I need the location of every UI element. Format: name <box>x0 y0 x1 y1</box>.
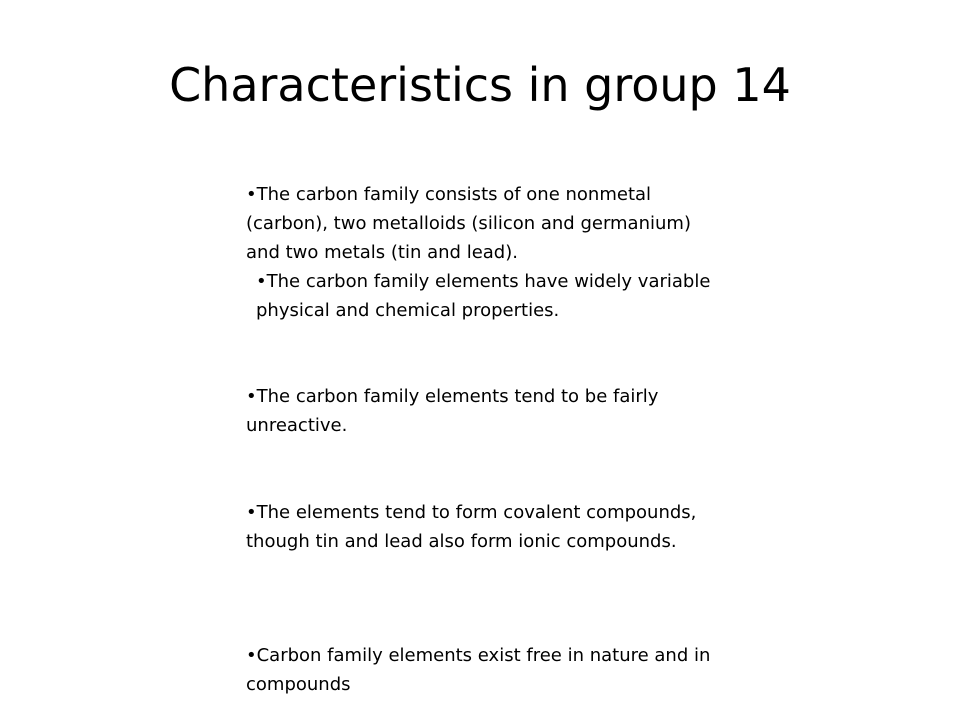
bullet-item: •The elements tend to form covalent compounds, though tin and lead also form ionic compounds. <box>246 502 697 552</box>
bullet-block-2 <box>246 382 716 440</box>
bullet-item: •The carbon family consists of one nonmetal (carbon), two metalloids (silicon and germanium) and two metals (tin and lead). <box>246 184 691 263</box>
bullet-block-4 <box>246 641 716 699</box>
bullet-item: •The carbon family elements have widely variable physical and chemical properties. <box>256 271 711 321</box>
bullet-block-3 <box>246 498 716 556</box>
slide-title: Characteristics in group 14 <box>169 58 791 112</box>
bullet-item: •Carbon family elements exist free in nature and in compounds <box>246 645 711 695</box>
bullet-block-1 <box>246 180 716 325</box>
bullet-item: •The carbon family elements tend to be fairly unreactive. <box>246 386 659 436</box>
